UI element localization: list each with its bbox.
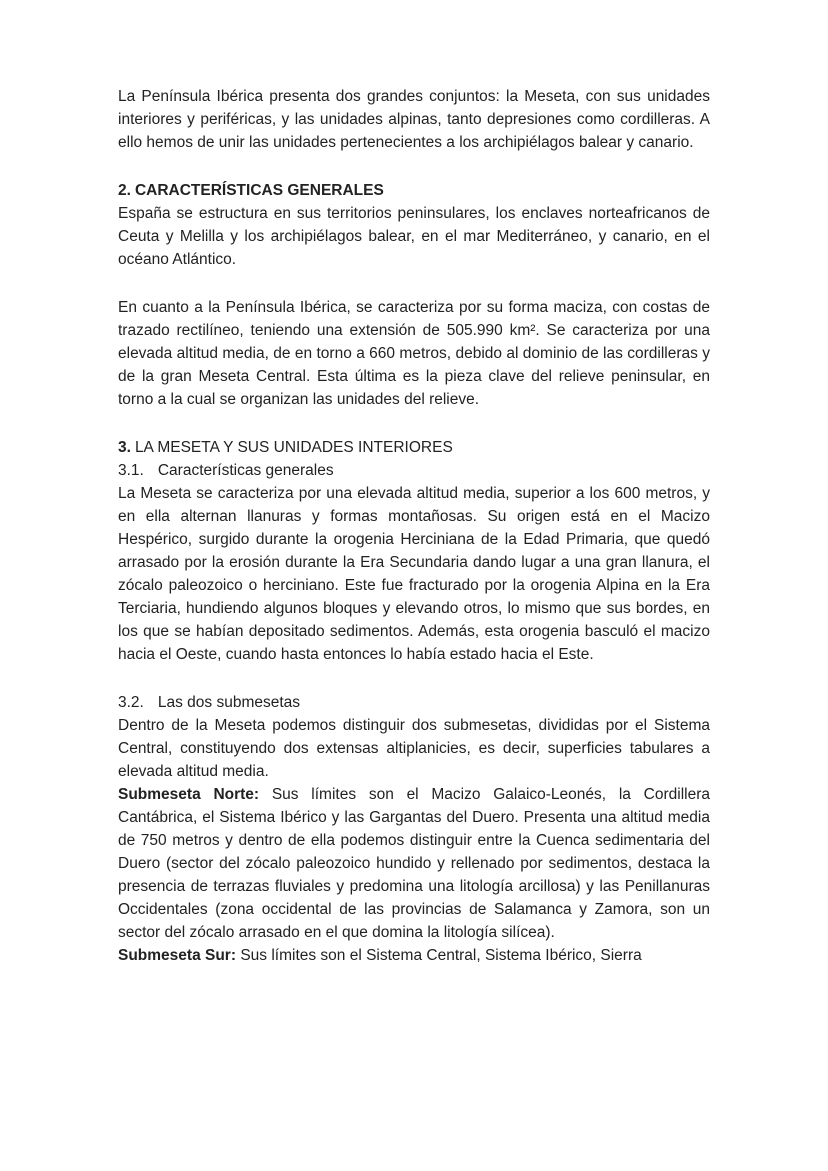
heading-section-3 [118, 436, 710, 459]
submeseta-sur-text: Sus límites son el Sistema Central, Sistema Ibérico, Sierra [236, 947, 642, 964]
section-3-1-title: Características generales [157, 462, 334, 479]
section-3-2-title: Las dos submesetas [157, 694, 301, 711]
submeseta-norte-lead: Submeseta Norte: [118, 786, 260, 803]
paragraph-dos-submesetas: Dentro de la Meseta podemos distinguir dos submesetas, divididas por el Sistema Central, constituyendo dos extensas altiplanicies, es decir, superficies tabulares a elevada altitud media. [118, 717, 710, 780]
section-3-1-number: 3.1. [118, 462, 144, 479]
section-3-2-number: 3.2. [118, 694, 144, 711]
submeseta-sur-lead: Submeseta Sur: [118, 947, 237, 964]
heading-section-2 [118, 179, 710, 202]
submeseta-norte-text: Sus límites son el Macizo Galaico-Leonés, la Cordillera Cantábrica, el Sistema Ibérico y las Gargantas del Duero. Presenta una altitud media de 750 metros y dentro de ella podemos distinguir entre la Cuenca sedimentaria del Duero (sector del zócalo paleozoico hundido y rellenado por sedimentos, destaca la presencia de terrazas fluviales y predomina una litología arcillosa) y las Penillanuras Occidentales (zona occidental de las provincias de Salamanca y Zamora, son un sector del zócalo arrasado en el que domina la litología silícea). [118, 786, 710, 941]
heading-section-3-2 [118, 691, 710, 714]
section-3-title: LA MESETA Y SUS UNIDADES INTERIORES [134, 439, 453, 456]
paragraph-peninsula-iberica: En cuanto a la Península Ibérica, se caracteriza por su forma maciza, con costas de trazado rectilíneo, teniendo una extensión de 505.990 km². Se caracteriza por una elevada altitud media, de en torno a 660 metros, debido al dominio de las cordilleras y de la gran Meseta Central. Esta última es la pieza clave del relieve peninsular, en torno a la cual se organizan las unidades del relieve. [118, 299, 710, 408]
heading-section-3-1 [118, 459, 710, 482]
paragraph-submeseta-norte [118, 783, 710, 944]
section-2-title: CARACTERÍSTICAS GENERALES [134, 182, 384, 199]
paragraph-meseta-caracteristicas: La Meseta se caracteriza por una elevada altitud media, superior a los 600 metros, y en ella alternan llanuras y formas montañosas. Su origen está en el Macizo Hespérico, surgido durante la orogenia Herciniana de la Edad Primaria, que quedó arrasado por la erosión durante la Era Secundaria dando lugar a una gran llanura, el zócalo paleozoico o herciniano. Este fue fracturado por la orogenia Alpina en la Era Terciaria, hundiendo algunos bloques y elevando otros, lo mismo que sus bordes, en los que se habían depositado sedimentos. Además, esta orogenia basculó el macizo hacia el Oeste, cuando hasta entonces lo había estado hacia el Este. [118, 485, 710, 663]
section-2-number: 2. [118, 182, 131, 199]
paragraph-intro: La Península Ibérica presenta dos grandes conjuntos: la Meseta, con sus unidades interiores y periféricas, y las unidades alpinas, tanto depresiones como cordilleras. A ello hemos de unir las unidades pertenecientes a los archipiélagos balear y canario. [118, 88, 710, 151]
paragraph-espana-estructura: España se estructura en sus territorios peninsulares, los enclaves norteafricanos de Ceuta y Melilla y los archipiélagos balear, en el mar Mediterráneo, y canario, en el océano Atlántico. [118, 205, 710, 268]
paragraph-submeseta-sur [118, 944, 710, 967]
section-3-number: 3. [118, 439, 131, 456]
